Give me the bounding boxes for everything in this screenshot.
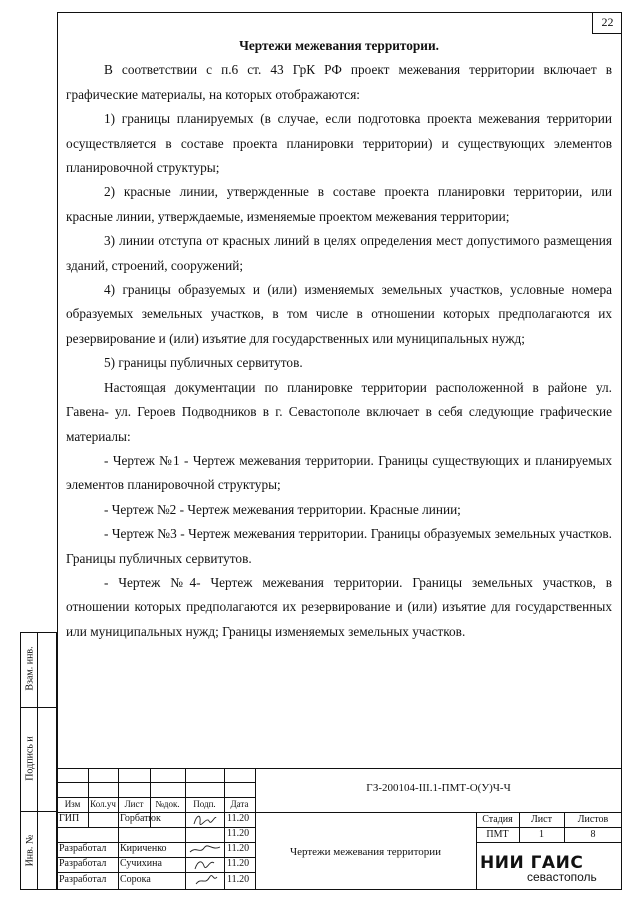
header-podp: Подп. [193, 799, 216, 809]
row-date: 11.20 [227, 858, 250, 869]
side-label-podpis: Подпись и [24, 736, 36, 781]
row-date: 11.20 [227, 813, 250, 824]
row-date: 11.20 [227, 828, 250, 839]
paragraph: 4) границы образуемых и (или) изменяемых земельных участков, условные номера образуемых земельных участков, в том числе в отношении которых предполагаются их резервирование и (или) изъятие для государственных или муниципальных нужд; [66, 282, 612, 346]
signature-soroka [193, 873, 219, 888]
page-number: 22 [592, 12, 622, 34]
row-role: Разработал [59, 874, 107, 885]
header-ndok: №док. [155, 799, 180, 809]
company-logo-sub: севастополь [527, 870, 597, 884]
paragraph: - Чертеж №4- Чертеж межевания территории. Границы земельных участков, в отношении которых предполагаются их резервирование и (или) изъятие для государственных или муниципальных нужд; Границы изменяемых земельных участков. [66, 574, 612, 639]
paragraph: 1) границы планируемых (в случае, если подготовка проекта межевания территории осуществляется в составе проекта планировки территории) и существующих элементов планировочной структуры; [66, 111, 612, 176]
sheets-header: Листов [577, 814, 609, 825]
paragraph: 3) линии отступа от красных линий в целях определения мест допустимого размещения зданий, строений, сооружений; [66, 233, 612, 273]
stage-header: Стадия [482, 814, 513, 825]
row-date: 11.20 [227, 843, 250, 854]
paragraph: - Чертеж №2 - Чертеж межевания территории. Красные линии; [104, 501, 461, 517]
title-block [57, 768, 622, 890]
paragraph: 2) красные линии, утвержденные в составе проекта планировки территории, или красные линии, утверждаемые, изменяемые проектом межевания территории; [66, 184, 612, 224]
paragraph: 5) границы публичных сервитутов. [104, 355, 303, 371]
row-date: 11.20 [227, 874, 250, 885]
doc-code: ГЗ-200104-III.1-ПМТ-О(У)Ч-Ч [366, 782, 511, 794]
header-izm: Изм [64, 799, 81, 809]
document-body [66, 34, 612, 644]
sheet-header: Лист [531, 814, 552, 825]
row-name: Горбатюк [120, 813, 161, 824]
sheets-value: 8 [590, 829, 596, 840]
document-title: Чертежи межевания территории. [239, 38, 439, 53]
paragraph: В соответствии с п.6 ст. 43 ГрК РФ проект межевания территории включает в графические материалы, на которых отображаются: [66, 62, 612, 102]
row-name: Сорока [120, 874, 151, 885]
sheet-value: 1 [539, 829, 544, 840]
side-label-inv: Инв. № [24, 834, 36, 867]
signature-kirichenko [188, 842, 222, 857]
row-role: Разработал [59, 858, 107, 869]
header-data: Дата [230, 799, 249, 809]
signature-gorbatyuk [191, 812, 219, 828]
side-label-vzam: Взам. инв. [24, 646, 36, 691]
side-strip-values [37, 632, 57, 890]
row-name: Кириченко [120, 843, 167, 854]
paragraph: Настоящая документации по планировке территории расположенной в районе ул. Гавена- ул. Героев Подводников в г. Севастополе включает в себя следующие графические материалы: [66, 379, 612, 444]
row-role: Разработал [59, 843, 107, 854]
header-list: Лист [124, 799, 144, 809]
paragraph: - Чертеж №1 - Чертеж межевания территории. Границы существующих и планируемых элементов планировочной структуры; [66, 452, 612, 493]
row-name: Сучихина [120, 858, 162, 869]
paragraph: - Чертеж №3 - Чертеж межевания территории. Границы образуемых земельных участков. Границы публичных сервитутов. [66, 526, 612, 566]
signature-suchikhina [192, 857, 218, 872]
company-logo: НИИ ГАИС [480, 853, 584, 873]
row-role: ГИП [59, 813, 80, 824]
sheet-title: Чертежи межевания территории [289, 846, 442, 858]
stage-value: ПМТ [486, 829, 509, 840]
header-koluch: Кол.уч [90, 799, 116, 809]
